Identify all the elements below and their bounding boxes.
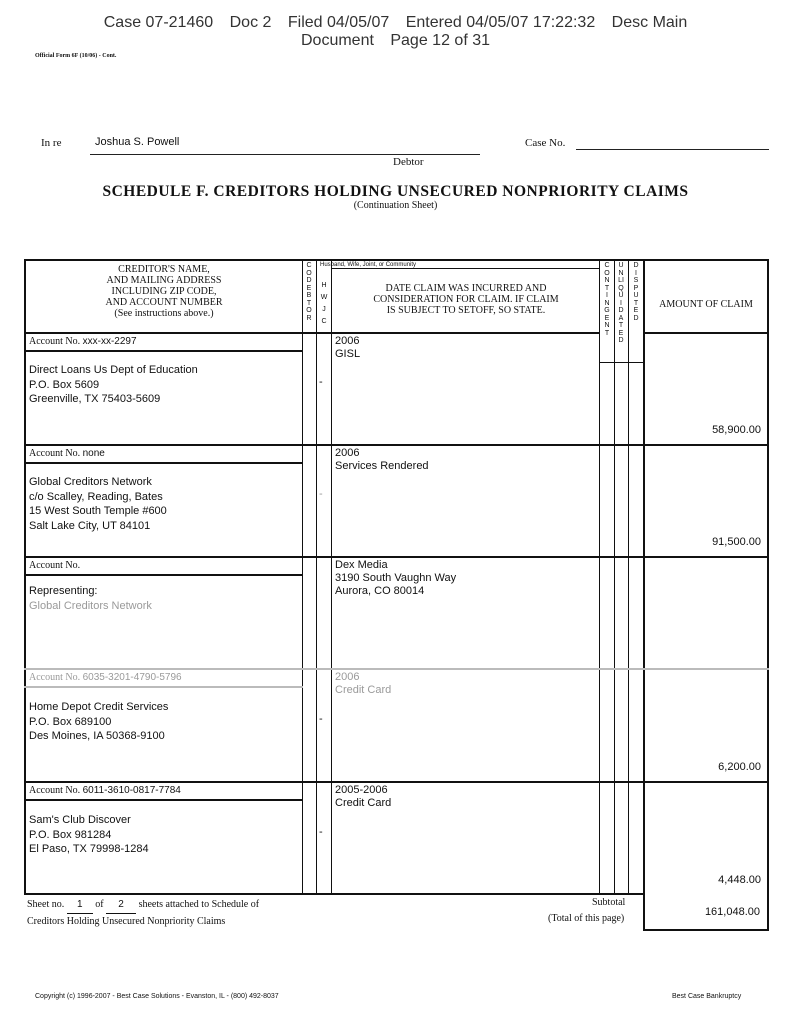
- debtor-underline: [90, 154, 480, 155]
- subtotal-amount: 161,048.00: [704, 906, 760, 918]
- claim-amount: 91,500.00: [712, 536, 761, 548]
- stamp-entered: Entered 04/05/07 17:22:32: [405, 14, 596, 31]
- header-disputed-text: DISPUTED: [633, 262, 639, 322]
- account-number: 6035-3201-4790-5796: [82, 672, 182, 683]
- subtotal-label: Subtotal: [592, 897, 626, 908]
- creditor-address: Home Depot Credit Services P.O. Box 689100 Des Moines, IA 50368-9100: [29, 701, 169, 742]
- claim-amount: 6,200.00: [718, 761, 761, 773]
- header-date-line: CONSIDERATION FOR CLAIM. IF CLAIM: [373, 294, 559, 305]
- debtor-name: Joshua S. Powell: [95, 136, 180, 148]
- hwjc-value: -: [319, 488, 323, 500]
- schedule-title: SCHEDULE F. CREDITORS HOLDING UNSECURED NONPRIORITY CLAIMS: [102, 183, 689, 200]
- header-creditor-line: CREDITOR'S NAME,: [118, 264, 210, 275]
- header-bottom-left: [24, 332, 600, 334]
- brand-name: Best Case Bankruptcy: [672, 993, 742, 1000]
- stamp-page: Page 12 of 31: [390, 32, 490, 49]
- account-no: [29, 336, 137, 347]
- account-label: Account No.: [29, 448, 81, 459]
- sheet-attachment-note: [27, 897, 259, 930]
- claim-amount: 4,448.00: [718, 874, 761, 886]
- sheets-total-value: 2: [106, 897, 136, 914]
- col-amount-left: [643, 259, 645, 895]
- header-hwjc-text: H W J C: [320, 282, 328, 325]
- in-re-label: In re: [41, 137, 62, 149]
- acct-rule: [24, 462, 303, 464]
- header-codebtor-text: CODEBTOR: [306, 262, 312, 322]
- claim-description: Dex Media 3190 South Vaughn Way Aurora, CO 80014: [335, 559, 457, 597]
- col-unliquidated-left: [614, 259, 615, 895]
- creditor-address: Sam's Club Discover P.O. Box 981284 El Paso, TX 79998-1284: [29, 814, 149, 855]
- account-number: xxx-xx-2297: [82, 336, 137, 347]
- case-no-label: Case No.: [525, 137, 566, 149]
- table-right-border: [767, 259, 769, 930]
- header-creditor-line: AND MAILING ADDRESS: [106, 275, 222, 286]
- stamp-document: Document: [300, 32, 374, 49]
- header-unliquidated-text: UNLIQUIDATED: [618, 262, 624, 344]
- subtotal-box-bottom: [643, 929, 769, 931]
- header-date-line: IS SUBJECT TO SETOFF, SO STATE.: [386, 305, 546, 316]
- table-top-border: [24, 259, 769, 261]
- header-date-claim: [334, 283, 598, 316]
- sheet-no-value: 1: [67, 897, 93, 914]
- account-no: [29, 785, 181, 796]
- acct-rule: [24, 686, 303, 688]
- header-unliquidated: [615, 262, 627, 345]
- header-creditor-line: (See instructions above.): [114, 308, 214, 319]
- account-no: [29, 560, 80, 571]
- table-bottom-border: [24, 893, 644, 895]
- account-number: 6011-3610-0817-7784: [82, 785, 181, 796]
- account-number: none: [82, 448, 105, 459]
- stamp-case: Case 07-21460: [103, 14, 214, 31]
- row-separator: [24, 444, 769, 446]
- schedule-subtitle: (Continuation Sheet): [353, 200, 438, 211]
- schedule-name: Creditors Holding Unsecured Nonpriority Claims: [27, 916, 226, 927]
- filing-stamp: [0, 14, 791, 50]
- creditor-address: [29, 584, 152, 613]
- claim-description: 2006 Credit Card: [335, 671, 392, 696]
- acct-rule: [24, 574, 303, 576]
- account-label: Account No.: [29, 785, 81, 796]
- stamp-desc: Desc Main: [611, 14, 688, 31]
- row-separator: [24, 556, 769, 558]
- hwjc-header-rule: [331, 268, 599, 269]
- header-amount: AMOUNT OF CLAIM: [659, 299, 753, 310]
- cud-header-rule: [599, 362, 643, 363]
- header-date-line: DATE CLAIM WAS INCURRED AND: [385, 283, 547, 294]
- sheet-no-label: Sheet no.: [27, 899, 65, 910]
- creditor-address: Direct Loans Us Dept of Education P.O. Box 5609 Greenville, TX 75403-5609: [29, 364, 198, 405]
- stamp-doc: Doc 2: [229, 14, 272, 31]
- col-contingent-left: [599, 259, 600, 895]
- header-hwjc-letters: [318, 280, 330, 328]
- representing-text: Representing: Global Creditors Network: [29, 585, 152, 612]
- header-creditor-line: INCLUDING ZIP CODE,: [111, 286, 217, 297]
- claim-description: 2006 GISL: [335, 335, 361, 360]
- hwjc-value: -: [319, 713, 323, 725]
- header-disputed: [630, 262, 642, 322]
- creditor-address: Global Creditors Network c/o Scalley, Reading, Bates 15 West South Temple #600 Salt Lake City, UT 84101: [29, 476, 167, 532]
- account-label: Account No.: [29, 336, 81, 347]
- sheets-tail: sheets attached to Schedule of: [138, 899, 260, 910]
- account-label: Account No.: [29, 560, 81, 571]
- col-date-left: [331, 259, 332, 895]
- header-creditor: [26, 264, 302, 319]
- header-hwjc-title: Husband, Wife, Joint, or Community: [320, 262, 417, 268]
- header-contingent: [601, 262, 613, 337]
- claim-amount: 58,900.00: [712, 424, 761, 436]
- hwjc-value: -: [319, 376, 323, 388]
- case-no-field: [576, 149, 769, 150]
- acct-rule: [24, 350, 303, 352]
- hwjc-value: -: [319, 826, 323, 838]
- claim-description: 2005-2006 Credit Card: [335, 784, 392, 809]
- header-bottom-right: [643, 332, 769, 334]
- header-codebtor: [303, 262, 315, 322]
- account-no: [29, 672, 182, 683]
- of-label: of: [95, 899, 104, 910]
- col-hwjc-left: [316, 259, 317, 895]
- claim-description: 2006 Services Rendered: [335, 447, 429, 472]
- row-separator: [24, 781, 769, 783]
- form-id: Official Form 6F (10/06) - Cont.: [35, 53, 117, 59]
- stamp-filed: Filed 04/05/07: [287, 14, 390, 31]
- account-label: Account No.: [29, 672, 81, 683]
- acct-rule: [24, 799, 303, 801]
- col-disputed-left: [628, 259, 629, 895]
- row-separator: [24, 668, 769, 670]
- total-page-label: (Total of this page): [548, 913, 625, 924]
- debtor-label: Debtor: [393, 156, 424, 168]
- copyright-notice: Copyright (c) 1996-2007 - Best Case Solutions - Evanston, IL - (800) 492-8037: [35, 993, 279, 1000]
- header-contingent-text: CONTINGENT: [604, 262, 610, 337]
- account-no: [29, 448, 105, 459]
- header-creditor-line: AND ACCOUNT NUMBER: [105, 297, 223, 308]
